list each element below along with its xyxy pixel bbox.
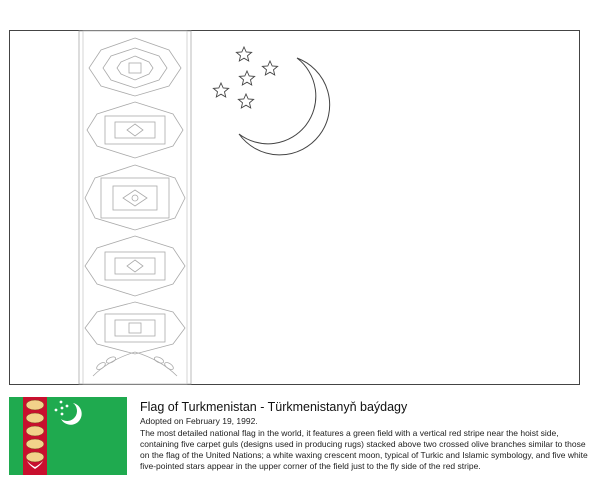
flag-outline-drawing	[9, 30, 580, 385]
caption-adopted-date: Adopted on February 19, 1992.	[140, 416, 258, 426]
flag-thumbnail	[9, 397, 127, 475]
caption-description: The most detailed national flag in the world, it features a green field with a vertical red stripe near the hoist side, containing five carpet guls (designs used in producing rugs) stacked above two crossed olive branches similar to those on the flag of the United Nations; a white waxing crescent moon, typical of Turkic and Islamic symbology, and five white five-pointed stars appear in the upper corner of the field just to the fly side of the red stripe.	[140, 428, 588, 471]
caption-title: Flag of Turkmenistan - Türkmenistanyň baýdagy	[140, 400, 408, 414]
flag-caption	[140, 400, 592, 472]
